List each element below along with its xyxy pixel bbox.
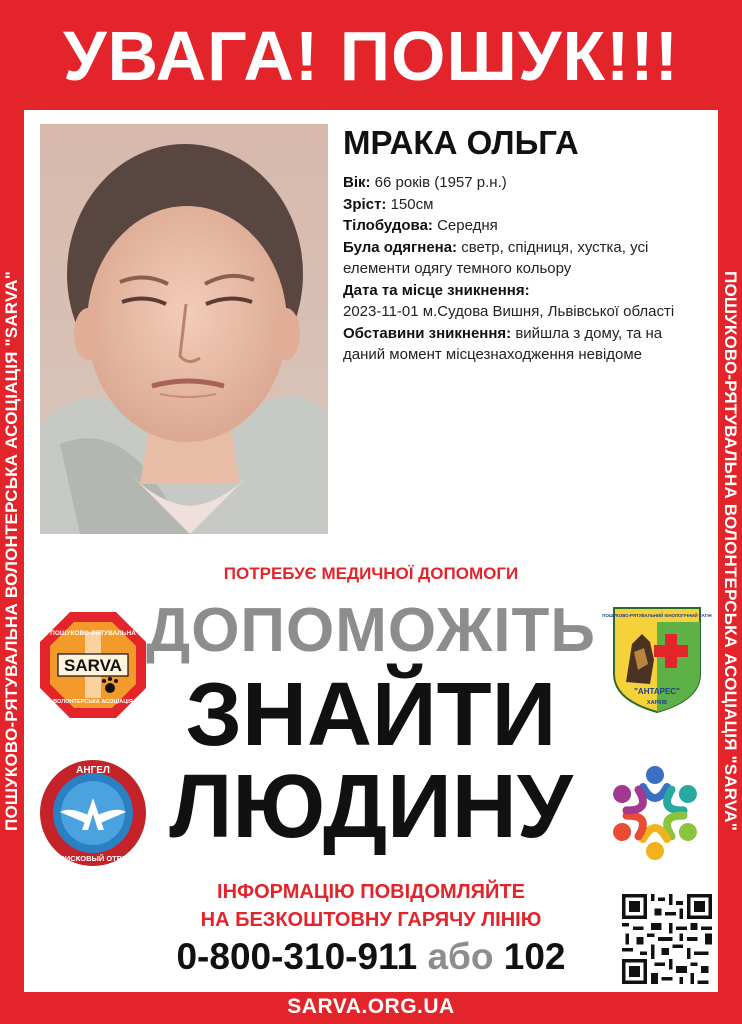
side-banner-left [0,110,24,992]
clothes-value: светр, спідниця, хустка, усі елементи одягу темного кольору [343,238,649,277]
angel-logo-top: АНГЕЛ [76,765,110,776]
community-people-icon [602,760,708,866]
circumstances-value: вийшла з дому, та на даний момент місцезнаходження невідоме [343,324,663,363]
build-row [343,215,703,237]
height-value: 150см [386,195,434,213]
height-row [343,194,703,216]
poster-content [24,110,718,992]
slogan-help: ДОПОМОЖІТЬ [146,596,596,665]
poster-title: УВАГА! ПОШУК!!! [62,17,680,95]
slogan-find: ЗНАЙТИ [185,665,557,765]
clothes-label: Була одягнена: [343,238,458,256]
clothes-row [343,237,703,280]
age-value: 66 років (1957 р.н.) [370,174,507,191]
build-value: Середня [432,217,498,234]
sarva-logo-main: SARVA [64,656,122,675]
date-place-row [343,280,703,323]
portrait-illustration [40,124,328,534]
qr-code[interactable] [622,894,712,984]
phone-or: або [427,936,494,977]
phone-numbers [24,936,718,978]
circumstances-row [343,323,703,366]
inform-text [24,878,718,934]
age-row [343,172,703,194]
missing-person-photo [40,124,328,534]
date-place-value: 2023-11-01 м.Судова Вишня, Львівської області [343,303,675,320]
angel-logo-bottom: ПОИСКОВЫЙ ОТРЯД [53,854,133,863]
side-text-right: ПОШУКОВО-РЯТУВАЛЬНА ВОЛОНТЕРСЬКА АСОЦІАЦІЯ "SARVA" [721,271,740,831]
slogan-person: ЛЮДИНУ [169,757,573,857]
medical-notice: ПОТРЕБУЄ МЕДИЧНОЇ ДОПОМОГИ [223,564,519,583]
age-label: Вік: [343,174,371,191]
sarva-logo-bottom: ВОЛОНТЕРСЬКА АСОЦІАЦІЯ [53,699,133,705]
sarva-logo-top: ПОШУКОВО-РЯТУВАЛЬНА [50,630,136,637]
date-place-label: Дата та місце зникнення: [343,281,530,299]
build-label: Тілобудова: [343,217,433,234]
side-text-left: ПОШУКОВО-РЯТУВАЛЬНА ВОЛОНТЕРСЬКА АСОЦІАЦІЯ "SARVA" [2,271,21,831]
emergency-number[interactable]: 102 [503,936,566,977]
antares-logo [602,604,712,716]
inform-line-1: ІНФОРМАЦІЮ ПОВІДОМЛЯЙТЕ [217,881,525,903]
inform-line-2: НА БЕЗКОШТОВНУ ГАРЯЧУ ЛІНІЮ [200,909,542,931]
antares-logo-main: "АНТАРЕС" [634,687,680,696]
circumstances-label: Обставини зникнення: [343,324,512,342]
height-label: Зріст: [343,195,387,213]
antares-logo-bottom: ХАРКІВ [646,700,668,706]
person-name: МРАКА ОЛЬГА [343,124,579,161]
sarva-logo [38,610,148,720]
footer-url[interactable]: SARVA.ORG.UA [287,995,455,1018]
antares-logo-top: ПОШУКОВО-РЯТУВАЛЬНИЙ КІНОЛОГІЧНИЙ ЗАГІН [602,613,712,618]
angel-logo [38,758,148,868]
person-details [343,172,703,366]
hotline-number[interactable]: 0-800-310-911 [176,936,418,977]
side-banner-right [718,110,742,992]
